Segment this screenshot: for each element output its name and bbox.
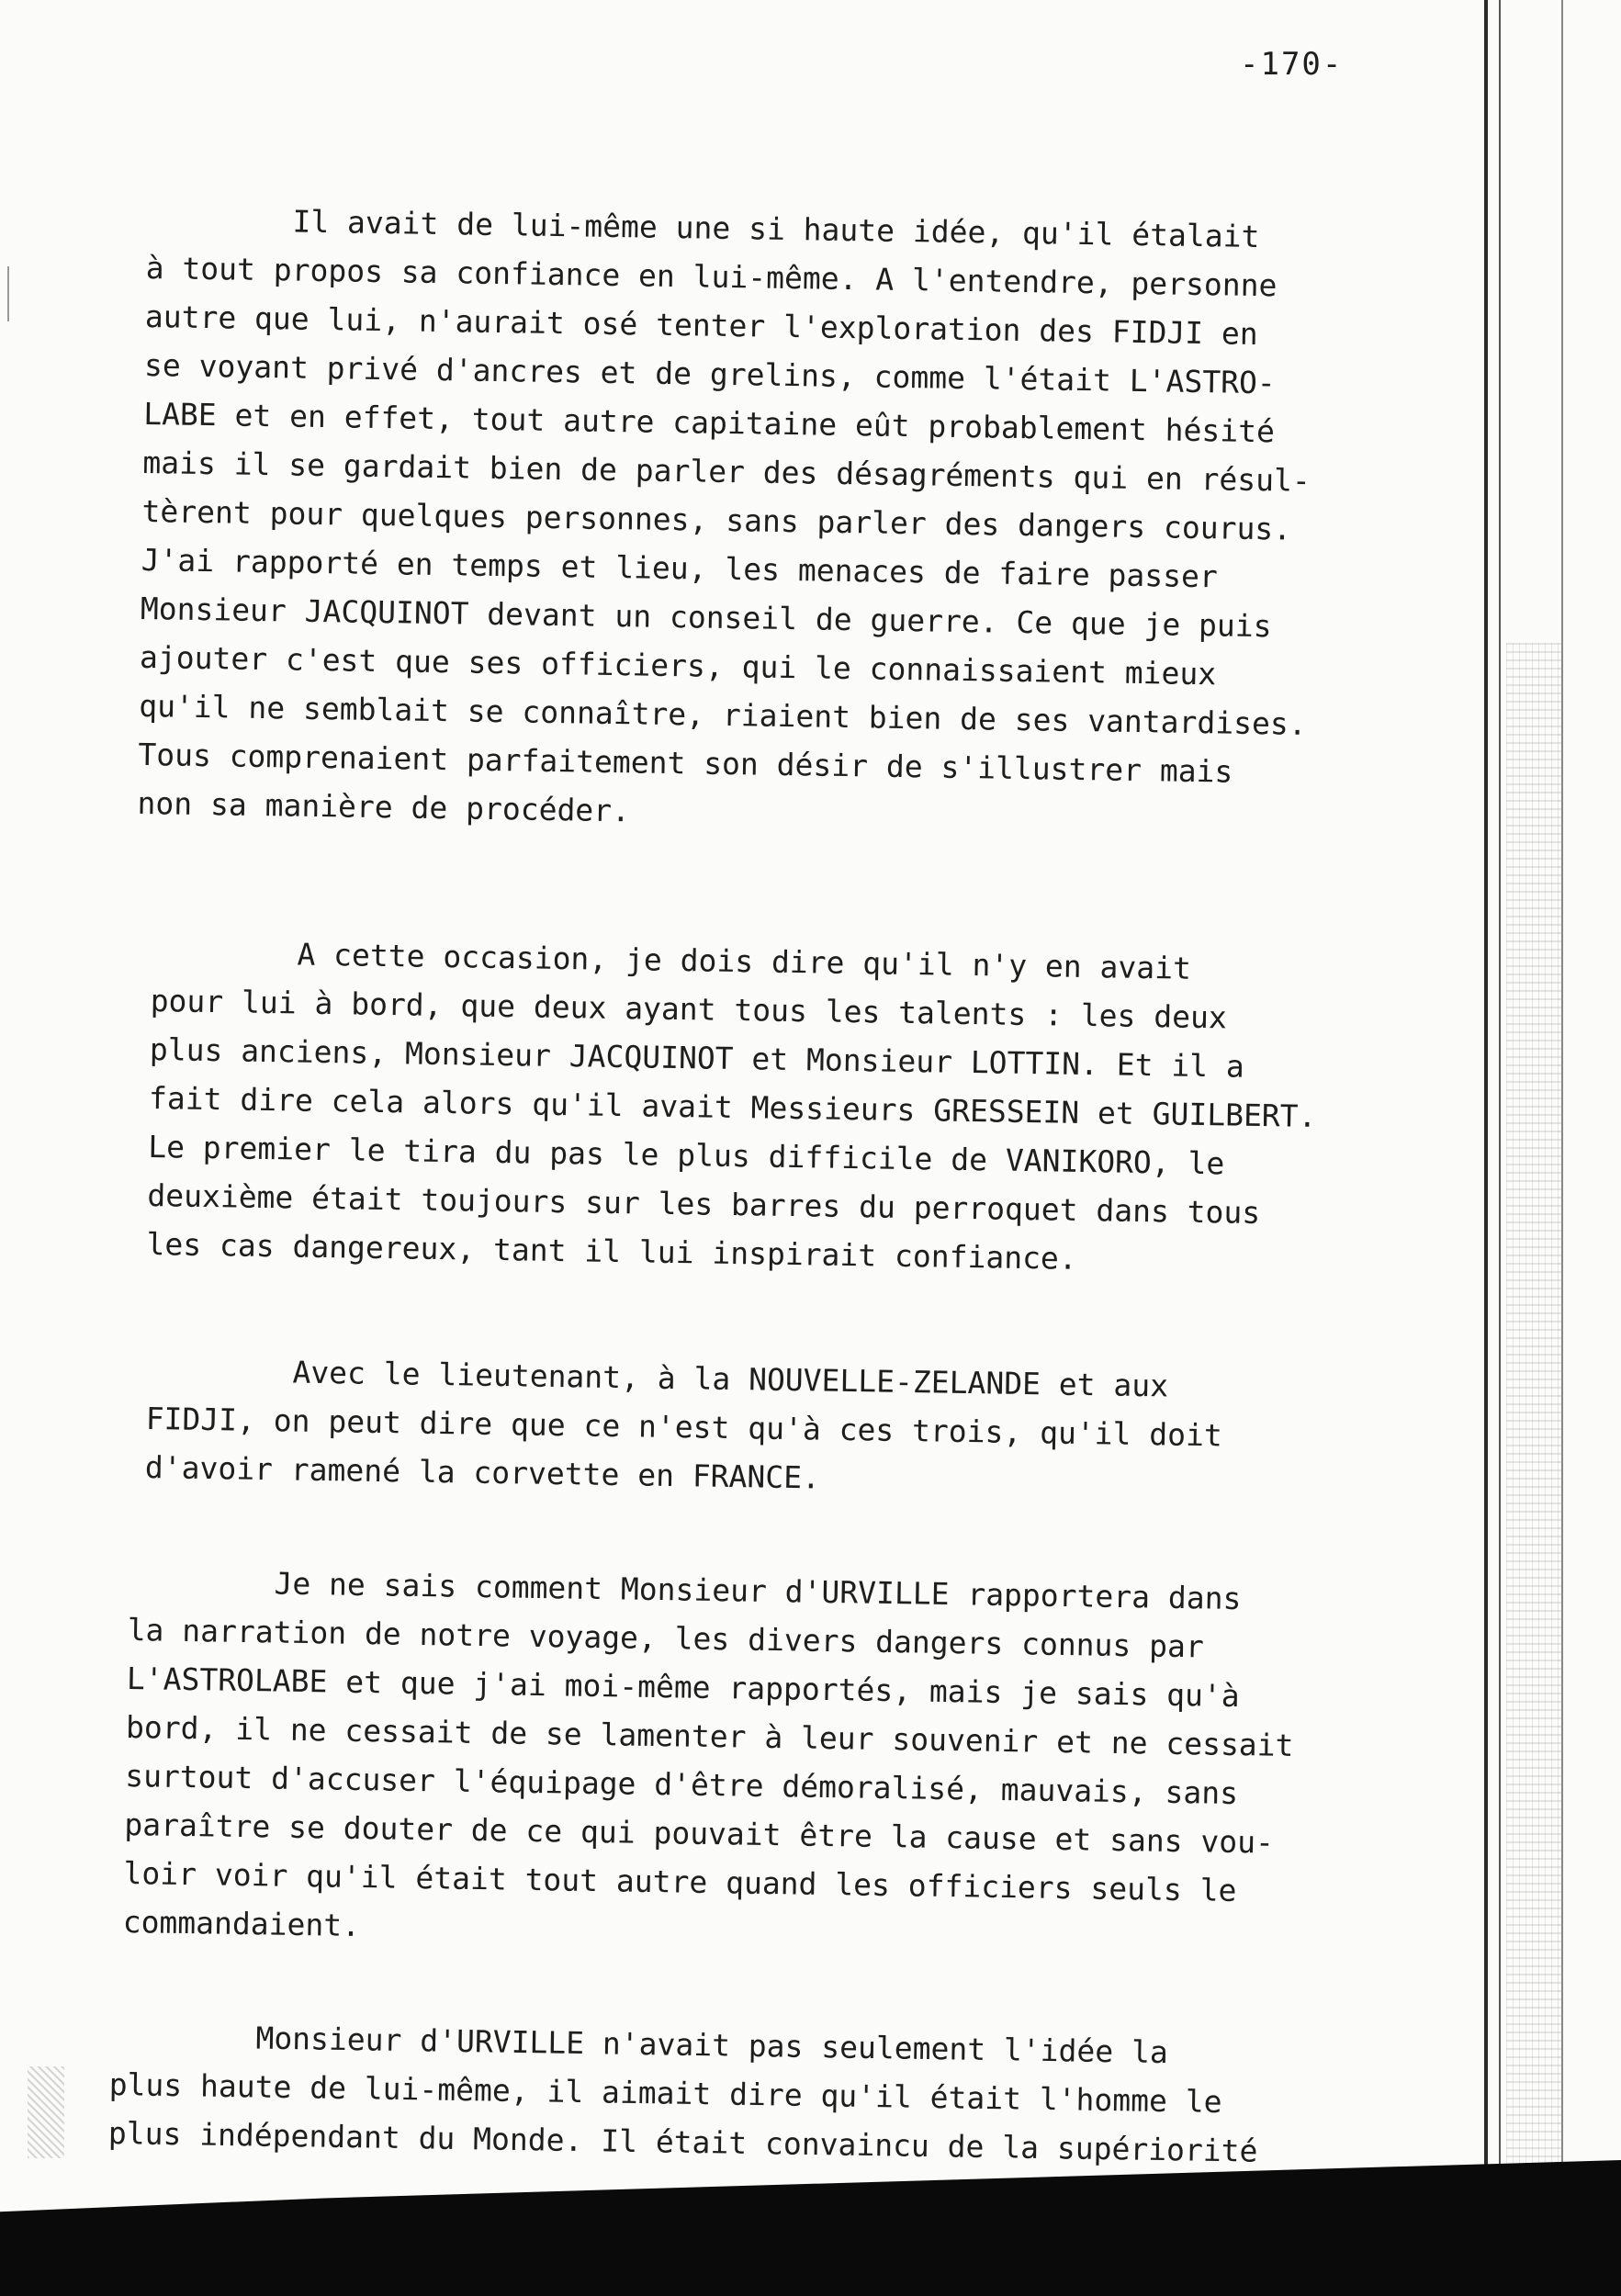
page-number: -170- — [1240, 46, 1344, 83]
paragraph: Monsieur d'URVILLE n'avait pas seulement l'idée la plus haute de lui-même, il aimait dire qu'il était l'homme le plus indépendant du Monde. Il était convaincu de la supériorité — [107, 2017, 1258, 2169]
margin-mark — [7, 266, 9, 321]
binding-edge-line — [1499, 0, 1501, 2241]
binding-edge-shadow — [1484, 0, 1488, 2241]
scan-noise — [28, 2066, 64, 2158]
paragraph: Il avait de lui-même une si haute idée, qu'il étalait à tout propos sa confiance en lui-même. A l'entendre, personne autre que lui, n'aurait osé tenter l'exploration des FIDJI en se voyant privé d'ancres et de grelins, comme l'était L'ASTRO- LABE et en effet, tout autre capitaine eût probablement hésité mais il se gardait bien de parler des désagréments qui en résul- tèrent pour quelques personnes, sans parler des dangers courus. J'ai rapporté en temps et lieu, les menaces de faire passer Monsieur JACQUINOT devant un conseil de guerre. Ce que je puis ajouter c'est que ses officiers, qui le connaissaient mieux qu'il ne semblait se connaître, riaient bien de ses vantardises. Tous comprenaient parfaitement son désir de s'illustrer mais non sa manière de procéder. — [137, 200, 1311, 829]
scan-bottom-shadow — [0, 2160, 1621, 2296]
binding-edge-noise — [1506, 643, 1561, 2204]
paragraph: Je ne sais comment Monsieur d'URVILLE rapportera dans la narration de notre voyage, les divers dangers connus par L'ASTROLABE et que j'ai moi-même rapportés, mais je sais qu'à bord, il ne cessait de se lamenter à leur souvenir et ne cessait surtout d'accuser l'équipage d'être démoralisé, mauvais, sans paraître se douter de ce qui pouvait être la cause et sans vou- loir voir qu'il était tout autre quand les officiers seuls le commandaient. — [122, 1562, 1294, 1944]
paragraph: A cette occasion, je dois dire qu'il n'y en avait pour lui à bord, que deux ayant tous les talents : les deux plus anciens, Monsieur JACQUINOT et Monsieur LOTTIN. Et il a fait dire cela alors qu'il avait Messieurs GRESSEIN et GUILBERT. Le premier le tira du pas le plus difficile de VANIKORO, le deuxième était toujours sur les barres du perroquet dans tous les cas dangereux, tant il lui inspirait confiance. — [146, 933, 1317, 1277]
binding-edge-line-outer — [1561, 0, 1563, 2223]
paragraph: Avec le lieutenant, à la NOUVELLE-ZELANDE et aux FIDJI, on peut dire que ce n'est qu'à ces trois, qu'il doit d'avoir ramené la corvette en FRANCE. — [144, 1351, 1223, 1496]
